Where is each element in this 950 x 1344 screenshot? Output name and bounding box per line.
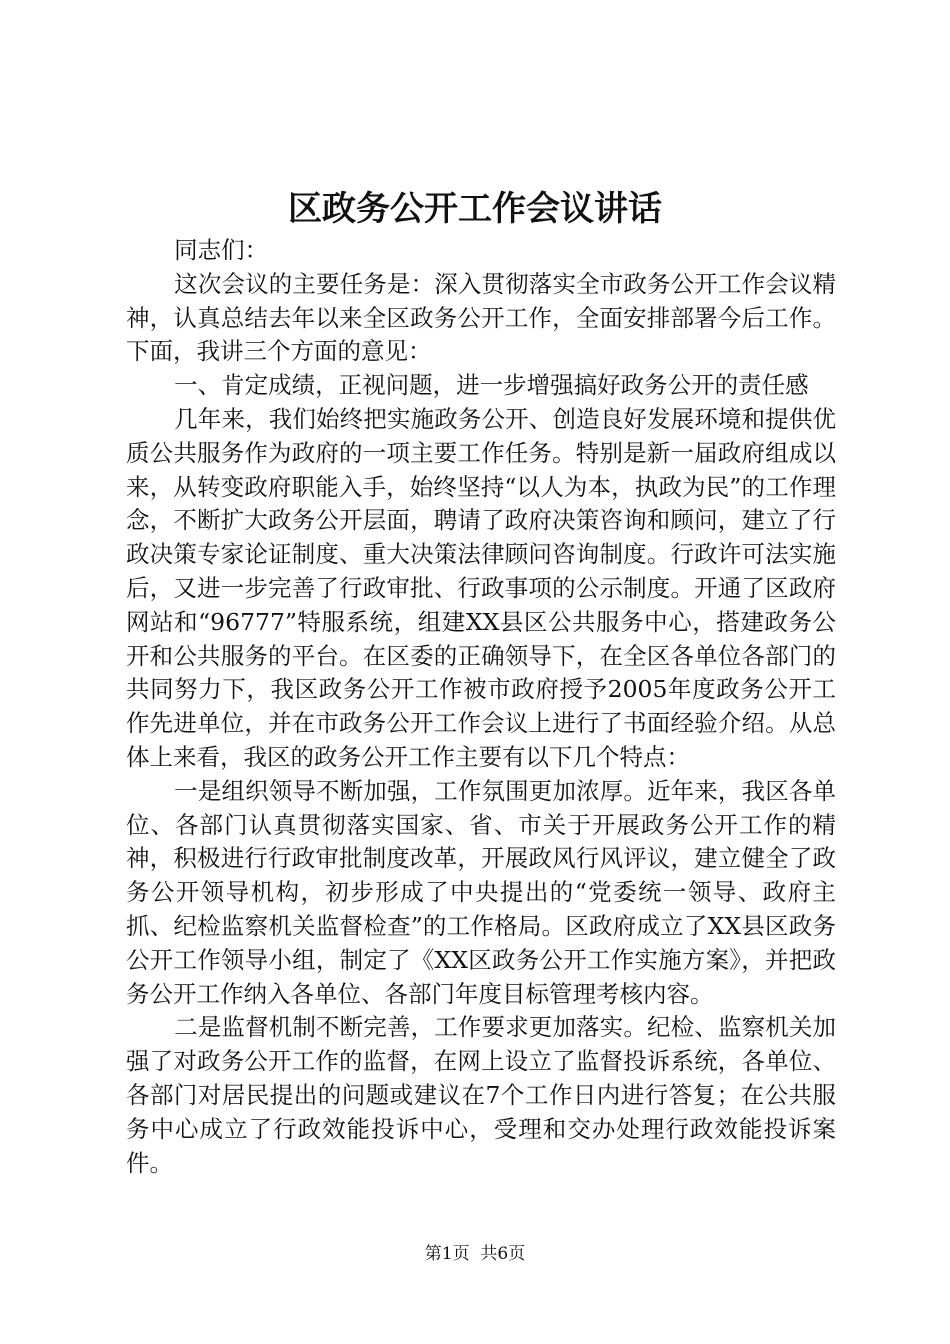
footer-separator <box>470 1244 481 1264</box>
salutation-paragraph: 同志们： <box>174 236 269 264</box>
page-number: 第1页 <box>424 1244 470 1264</box>
page-footer <box>0 1242 950 1266</box>
body-paragraph: 一是组织领导不断加强，工作氛围更加浓厚。近年来，我区各单位、各部门认真贯彻落实国家、省、市关于开展政务公开工作的精神，积极进行行政审批制度改革，开展政风行风评议，建立健全了政务公开领导机构，初步形成了中央提出的“党委统一领导、政府主抓、纪检监察机关监督检查”的工作格局。区政府成立了XX县区政务公开工作领导小组，制定了《XX区政务公开工作实施方案》，并把政务公开工作纳入各单位、各部门年度目标管理考核内容。 <box>126 776 836 1008</box>
document-title: 区政务公开工作会议讲话 <box>288 189 662 229</box>
section-heading-1: 一、肯定成绩，正视问题，进一步增强搞好政务公开的责任感 <box>174 371 809 400</box>
intro-paragraph: 这次会议的主要任务是：深入贯彻落实全市政务公开工作会议精神，认真总结去年以来全区政务公开工作，全面安排部署今后工作。下面，我讲三个方面的意见： <box>126 269 836 366</box>
page-total: 共6页 <box>480 1244 526 1264</box>
document-body <box>126 234 836 1180</box>
body-paragraph: 几年来，我们始终把实施政务公开、创造良好发展环境和提供优质公共服务作为政府的一项主要工作任务。特别是新一届政府组成以来，从转变政府职能入手，始终坚持“以人为本，执政为民”的工作理念，不断扩大政务公开层面，聘请了政府决策咨询和顾问，建立了行政决策专家论证制度、重大决策法律顾问咨询制度。行政许可法实施后，又进一步完善了行政审批、行政事项的公示制度。开通了区政府网站和“96777”特服系统，组建XX县区公共服务中心，搭建政务公开和公共服务的平台。在区委的正确领导下，在全区各单位各部门的共同努力下，我区政务公开工作被市政府授予2005年度政务公开工作先进单位，并在市政务公开工作会议上进行了书面经验介绍。从总体上来看，我区的政务公开工作主要有以下几个特点： <box>126 404 836 771</box>
body-paragraph: 二是监督机制不断完善，工作要求更加落实。纪检、监察机关加强了对政务公开工作的监督，在网上设立了监督投诉系统，各单位、各部门对居民提出的问题或建议在7个工作日内进行答复；在公共服务中心成立了行政效能投诉中心，受理和交办处理行政效能投诉案件。 <box>126 1013 836 1177</box>
